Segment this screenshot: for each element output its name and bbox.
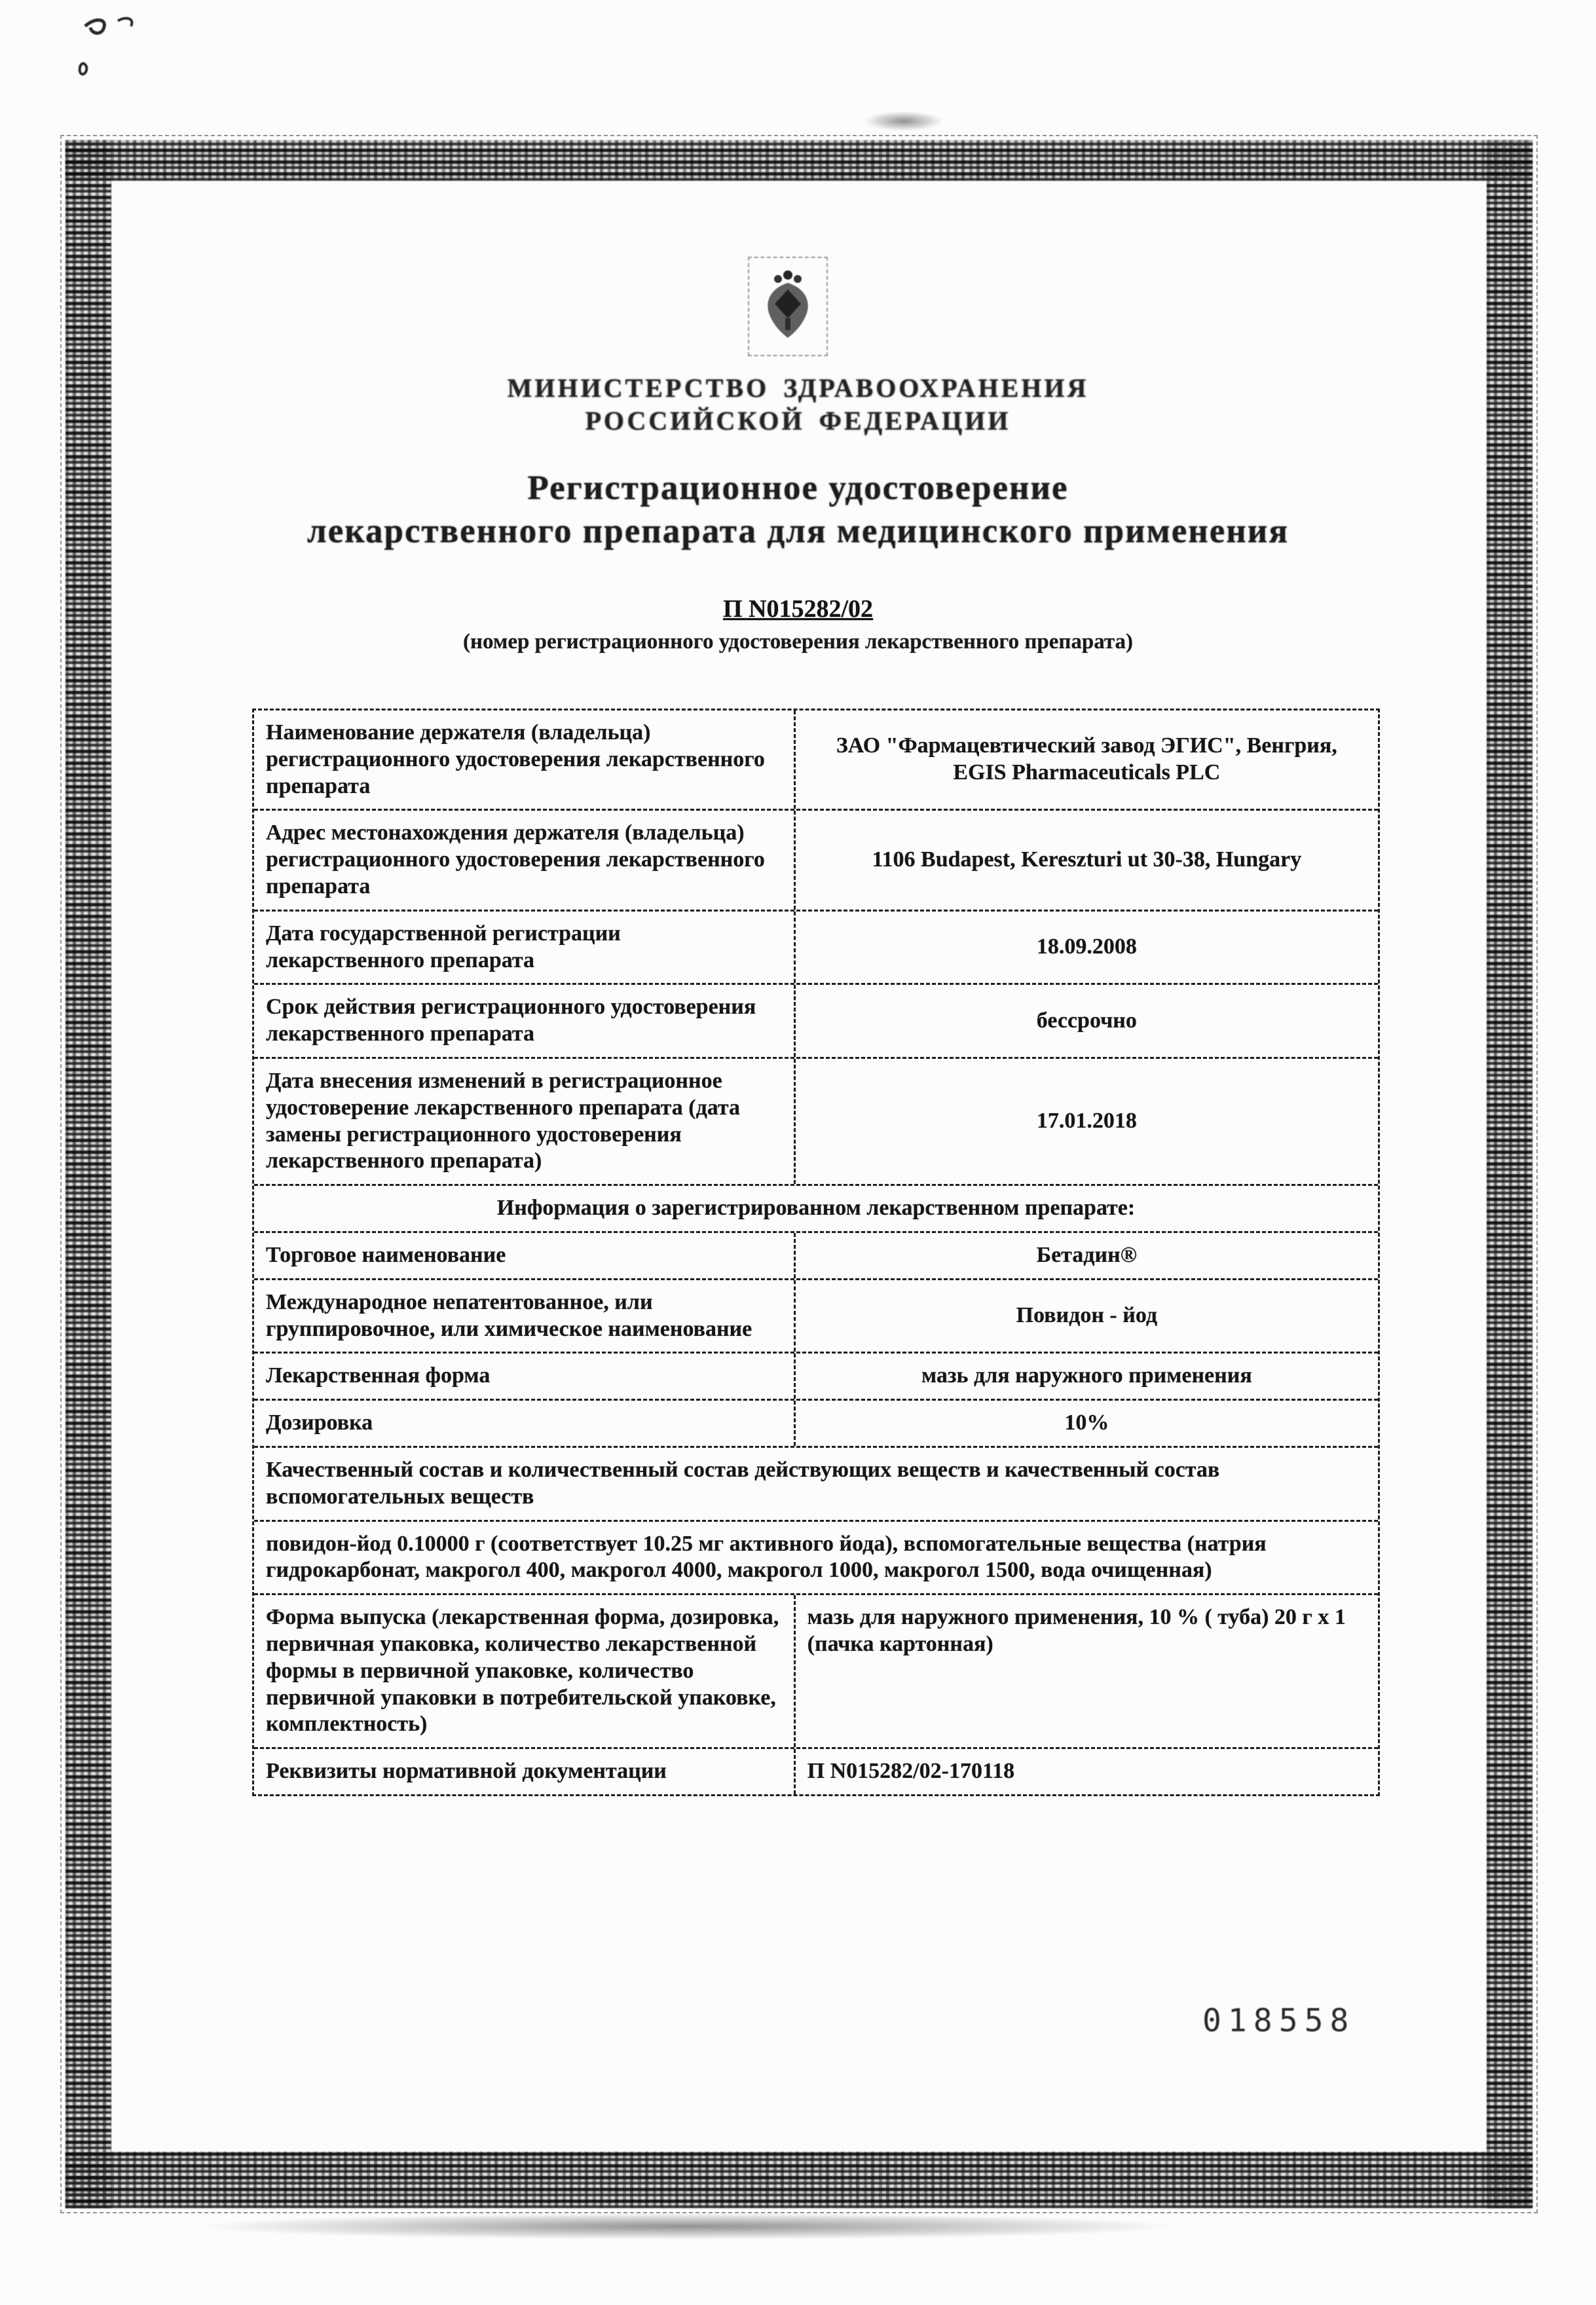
scan-smudge [864, 111, 943, 131]
frame-border-top [65, 140, 1532, 181]
row-value: мазь для наружного применения, 10 % ( туба) 20 г х 1 (пачка картонная) [794, 1595, 1378, 1747]
row-label: Дозировка [266, 1411, 373, 1435]
table-row [254, 1280, 1378, 1354]
row-value: П N015282/02-170118 [794, 1749, 1378, 1794]
table-row [254, 985, 1378, 1059]
table-row [254, 1401, 1378, 1448]
pen-scribble-icon [72, 12, 196, 90]
composition-detail: повидон-йод 0.10000 г (соответствует 10.25 мг активного йода), вспомогательные вещества (натрия гидрокарбонат, макрогол 400, макрогол 4000, макрогол 1000, макрогол 1500, вода очищенная) [266, 1531, 1267, 1583]
table-row [254, 1059, 1378, 1186]
table-row [254, 1354, 1378, 1401]
table-row-section-header [254, 1186, 1378, 1233]
registration-number-caption: (номер регистрационного удостоверения лекарственного препарата) [463, 630, 1133, 654]
frame-border-left [65, 140, 111, 2208]
scan-smudge [196, 2213, 1179, 2240]
row-label: Международное непатентованное, или группировочное, или химическое наименование [266, 1289, 752, 1341]
ministry-line-2: РОССИЙСКОЙ ФЕДЕРАЦИИ [585, 406, 1011, 435]
registration-number: П N015282/02 [722, 595, 874, 623]
coat-of-arms-icon [748, 257, 828, 356]
row-value: бессрочно [794, 985, 1378, 1057]
row-label: Форма выпуска (лекарственная форма, дозировка, первичная упаковка, количество лекарственной формы в первичной упаковке, количество первичной упаковки в потребительской упаковке, комплектность) [266, 1605, 779, 1737]
row-value: ЗАО "Фармацевтический завод ЭГИС", Венгрия, EGIS Pharmaceuticals PLC [794, 710, 1378, 809]
table-row [254, 1233, 1378, 1280]
row-value: Бетадин® [794, 1233, 1378, 1278]
table-row-full [254, 1522, 1378, 1596]
row-label: Срок действия регистрационного удостоверения лекарственного препарата [266, 995, 756, 1046]
title-line-2: лекарственного препарата для медицинского применения [306, 512, 1290, 551]
row-label: Адрес местонахождения держателя (владельца) регистрационного удостоверения лекарственного препарата [266, 821, 765, 898]
row-label: Торговое наименование [266, 1242, 506, 1267]
composition-header: Качественный состав и количественный состав действующих веществ и качественный состав вспомогательных веществ [266, 1457, 1220, 1509]
serial-number: 018558 [1202, 2002, 1356, 2039]
table-row [254, 710, 1378, 811]
document-title [0, 466, 1596, 553]
table-row [254, 811, 1378, 911]
frame-border-bottom [65, 2152, 1532, 2208]
ministry-name [0, 372, 1596, 437]
row-value: Повидон - йод [794, 1280, 1378, 1352]
table-row [254, 1749, 1378, 1794]
title-line-1: Регистрационное удостоверение [527, 469, 1069, 507]
row-value: 18.09.2008 [794, 912, 1378, 984]
table-row [254, 1595, 1378, 1749]
table-row [254, 912, 1378, 986]
row-label: Наименование держателя (владельца) регистрационного удостоверения лекарственного препарата [266, 720, 765, 798]
frame-border-right [1487, 140, 1532, 2208]
row-label: Дата государственной регистрации лекарственного препарата [266, 921, 621, 972]
row-value: мазь для наружного применения [794, 1354, 1378, 1399]
row-value: 10% [794, 1401, 1378, 1446]
row-value: 1106 Budapest, Kereszturi ut 30-38, Hungary [794, 811, 1378, 909]
table-row-full [254, 1448, 1378, 1522]
row-label: Реквизиты нормативной документации [266, 1759, 667, 1784]
row-value: 17.01.2018 [794, 1059, 1378, 1184]
row-label: Дата внесения изменений в регистрационное удостоверение лекарственного препарата (дата замены регистрационного удостоверения лекарственного препарата) [266, 1068, 741, 1173]
ministry-line-1: МИНИСТЕРСТВО ЗДРАВООХРАНЕНИЯ [507, 373, 1089, 403]
registration-table [252, 709, 1380, 1796]
row-label: Лекарственная форма [266, 1363, 491, 1388]
section-header: Информация о зарегистрированном лекарственном препарате: [496, 1196, 1136, 1221]
